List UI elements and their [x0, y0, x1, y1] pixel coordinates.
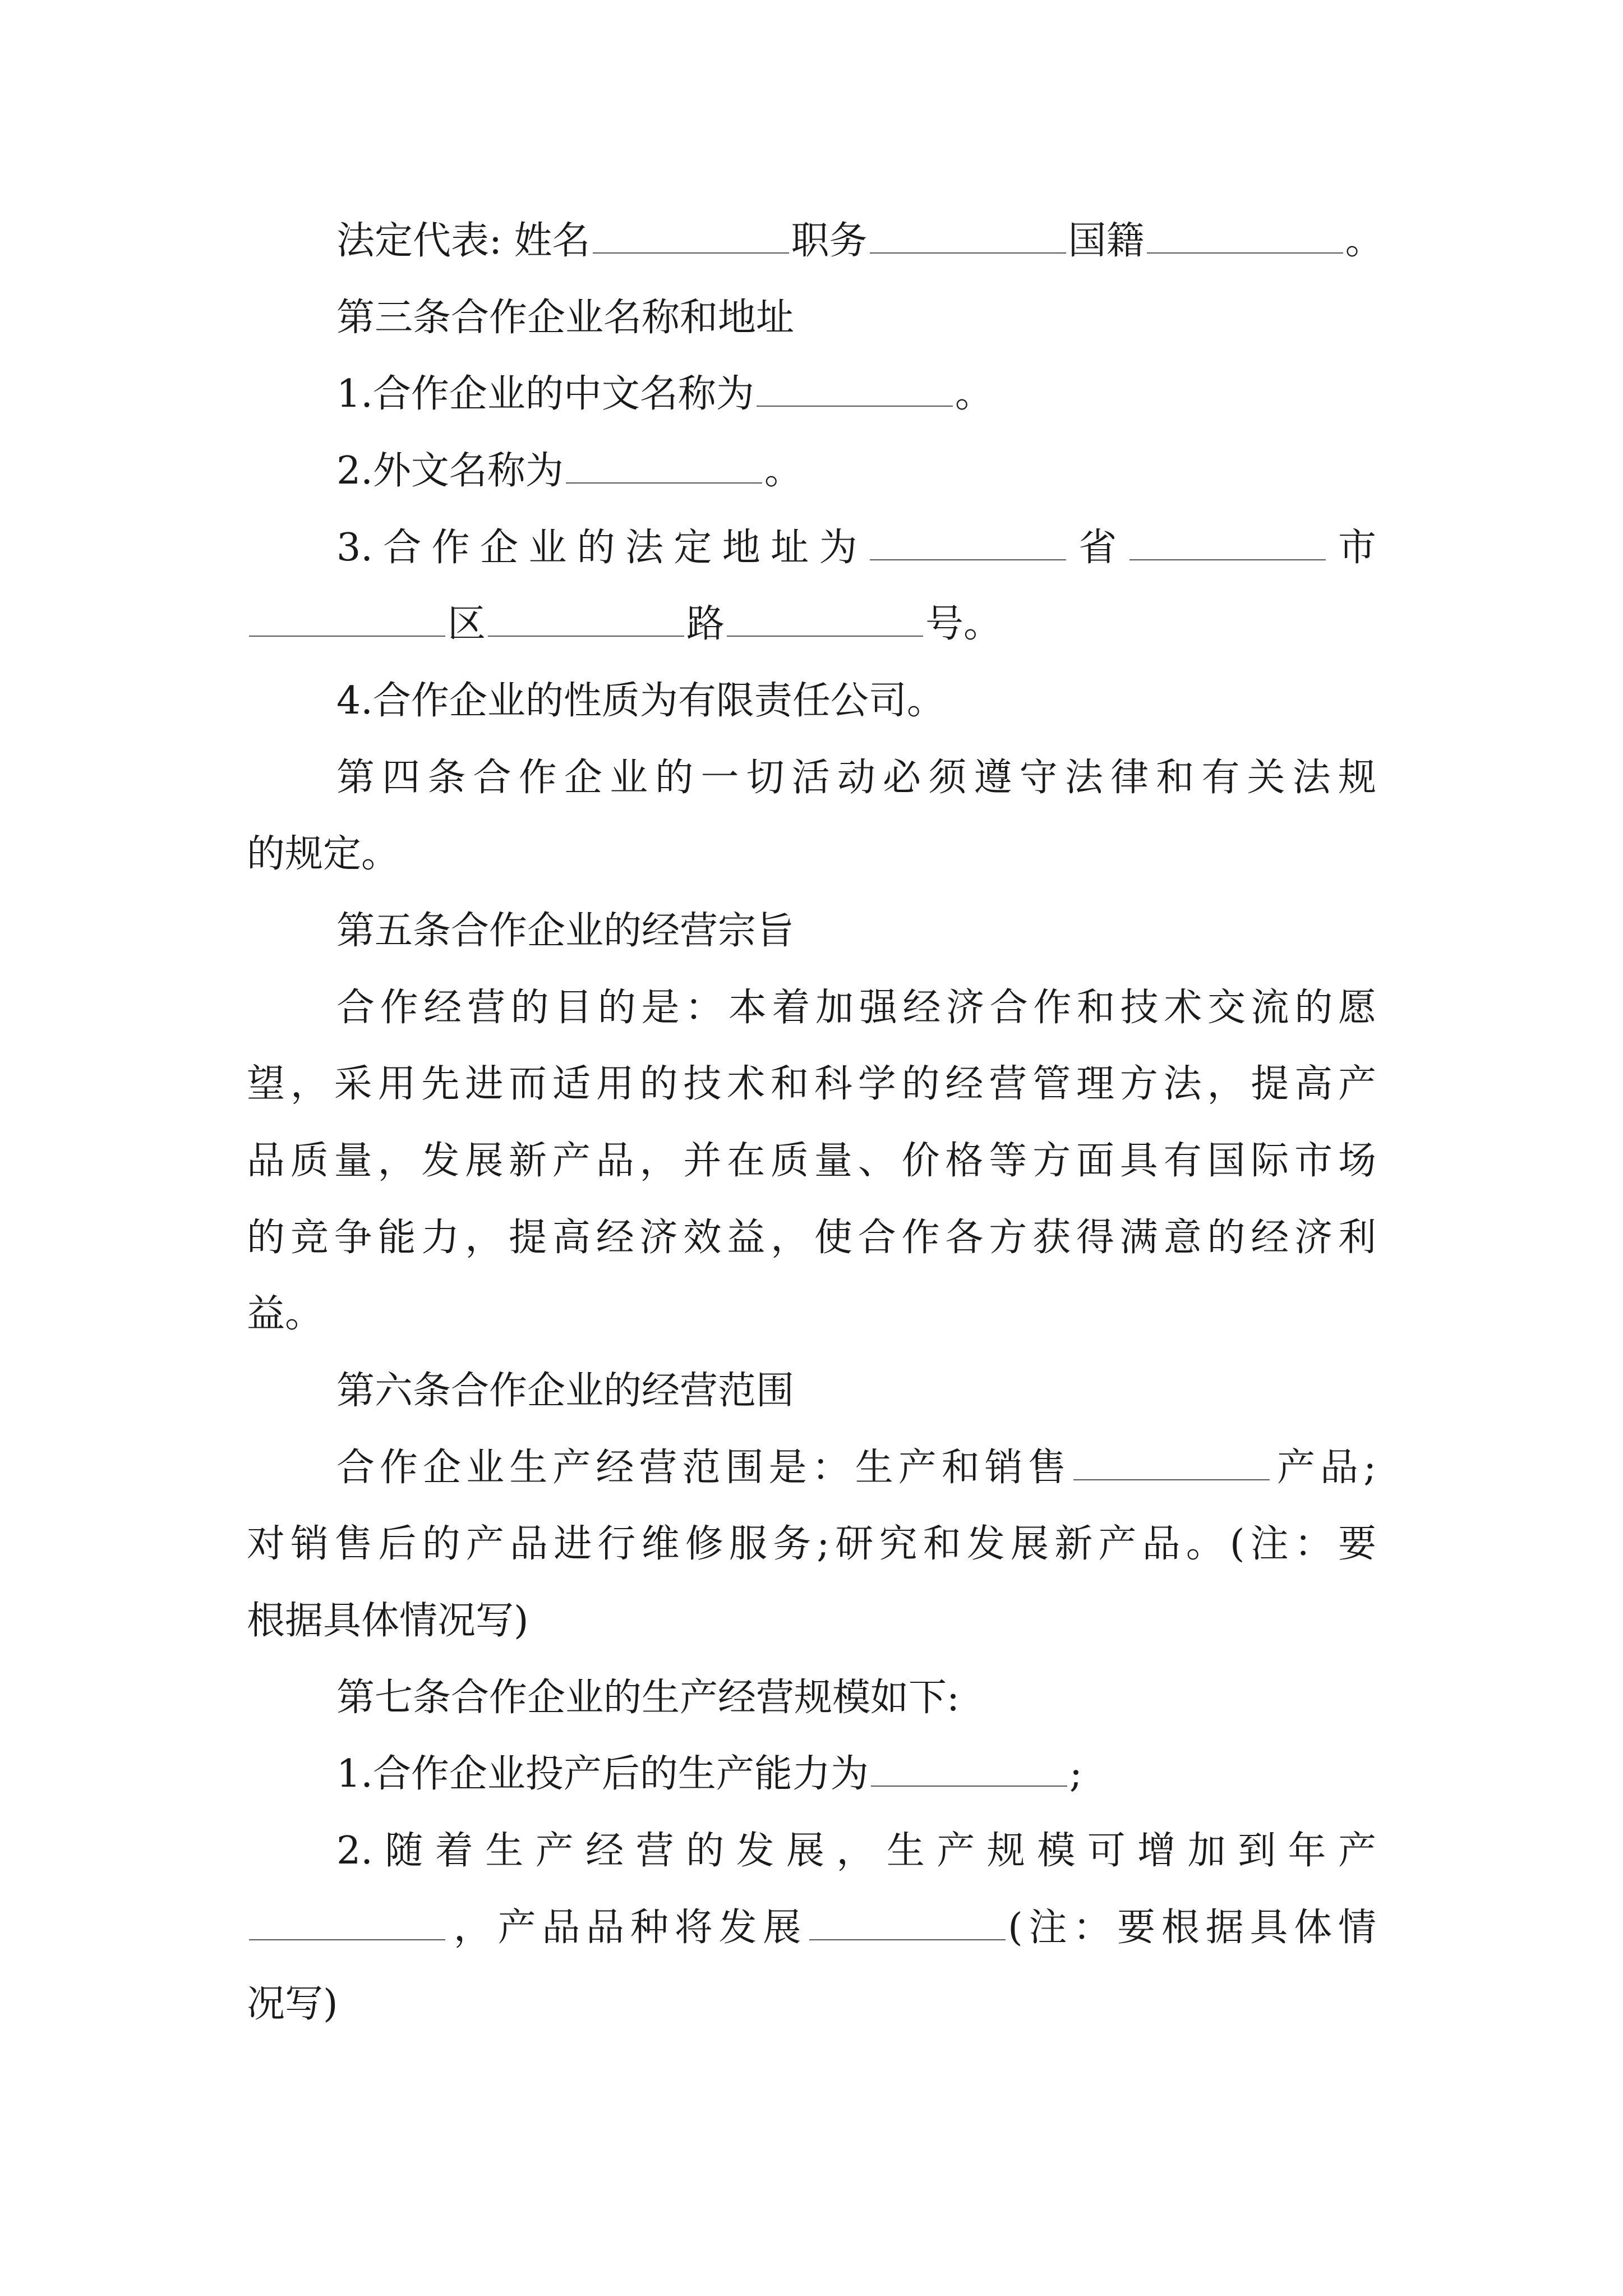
text-segment: 路	[686, 602, 725, 646]
foreign-name-line	[336, 443, 1376, 499]
paragraph-line: 4.合作企业的性质为有限责任公司。	[336, 679, 945, 723]
county-blank[interactable]	[249, 599, 445, 637]
foreign-name-blank[interactable]	[566, 445, 762, 484]
text-segment: 产品;	[1271, 1446, 1376, 1490]
position-blank[interactable]	[870, 215, 1066, 254]
chinese-name-line	[336, 366, 1376, 422]
paragraph-line: 根据具体情况写)	[247, 1599, 529, 1643]
address-detail-line	[247, 596, 1376, 652]
capacity-line	[336, 1746, 1376, 1802]
name-blank[interactable]	[593, 215, 789, 254]
paragraph-line: 的竞争能力，提高经济效益，使合作各方获得满意的经济利	[247, 1216, 1376, 1260]
text-segment: 职务	[791, 219, 868, 263]
legal-representative-line	[336, 213, 1384, 269]
paragraph-line: 对销售后的产品进行维修服务;研究和发展新产品。(注：要	[247, 1522, 1376, 1566]
product-variety-blank[interactable]	[809, 1902, 1006, 1940]
text-segment: 区	[448, 602, 486, 646]
text-segment: ;	[1069, 1752, 1082, 1796]
text-segment: 1.合作企业投产后的生产能力为	[336, 1752, 869, 1796]
article-heading: 第五条合作企业的经营宗旨	[336, 909, 795, 953]
annual-output-blank[interactable]	[249, 1902, 445, 1940]
paragraph-line: 品质量，发展新产品，并在质量、价格等方面具有国际市场	[247, 1139, 1376, 1183]
product-blank[interactable]	[1073, 1442, 1270, 1480]
text-segment: 1.合作企业的中文名称为	[336, 372, 754, 416]
legal-address-line	[336, 520, 1376, 576]
text-segment: 市	[1327, 526, 1376, 570]
text-segment: 。	[1345, 219, 1384, 263]
text-segment: 2.外文名称为	[336, 449, 564, 493]
paragraph-line: 2.随着生产经营的发展，生产规模可增加到年产	[336, 1829, 1376, 1873]
text-segment: 。	[955, 372, 993, 416]
text-segment: 国籍	[1068, 219, 1145, 263]
paragraph-line: 第四条合作企业的一切活动必须遵守法律和有关法规	[336, 756, 1376, 800]
text-segment: ，产品品种将发展	[448, 1906, 808, 1950]
nationality-blank[interactable]	[1147, 215, 1343, 254]
text-segment: 合作企业生产经营范围是：生产和销售	[336, 1446, 1071, 1490]
business-scope-line	[336, 1440, 1376, 1496]
paragraph-line: 的规定。	[247, 832, 400, 876]
text-segment: 法定代表: 姓名	[336, 219, 591, 263]
expansion-line	[247, 1900, 1376, 1956]
text-segment: 。	[764, 449, 803, 493]
road-blank[interactable]	[488, 599, 684, 637]
chinese-name-blank[interactable]	[757, 369, 953, 407]
text-segment: (注：要根据具体情	[1008, 1906, 1376, 1950]
city-blank[interactable]	[1129, 522, 1326, 560]
paragraph-line: 合作经营的目的是：本着加强经济合作和技术交流的愿	[336, 986, 1376, 1030]
paragraph-line: 益。	[247, 1292, 324, 1336]
article-heading: 第三条合作企业名称和地址	[336, 296, 795, 340]
text-segment: 省	[1068, 526, 1127, 570]
text-segment: 3.合作企业的法定地址为	[336, 526, 868, 570]
capacity-blank[interactable]	[871, 1749, 1067, 1787]
text-segment: 号。	[925, 602, 1002, 646]
article-heading: 第七条合作企业的生产经营规模如下:	[336, 1676, 960, 1720]
article-heading: 第六条合作企业的经营范围	[336, 1369, 795, 1413]
number-blank[interactable]	[727, 599, 923, 637]
province-blank[interactable]	[870, 522, 1066, 560]
paragraph-line: 望，采用先进而适用的技术和科学的经营管理方法，提高产	[247, 1062, 1376, 1106]
paragraph-line: 况写)	[247, 1982, 338, 2026]
